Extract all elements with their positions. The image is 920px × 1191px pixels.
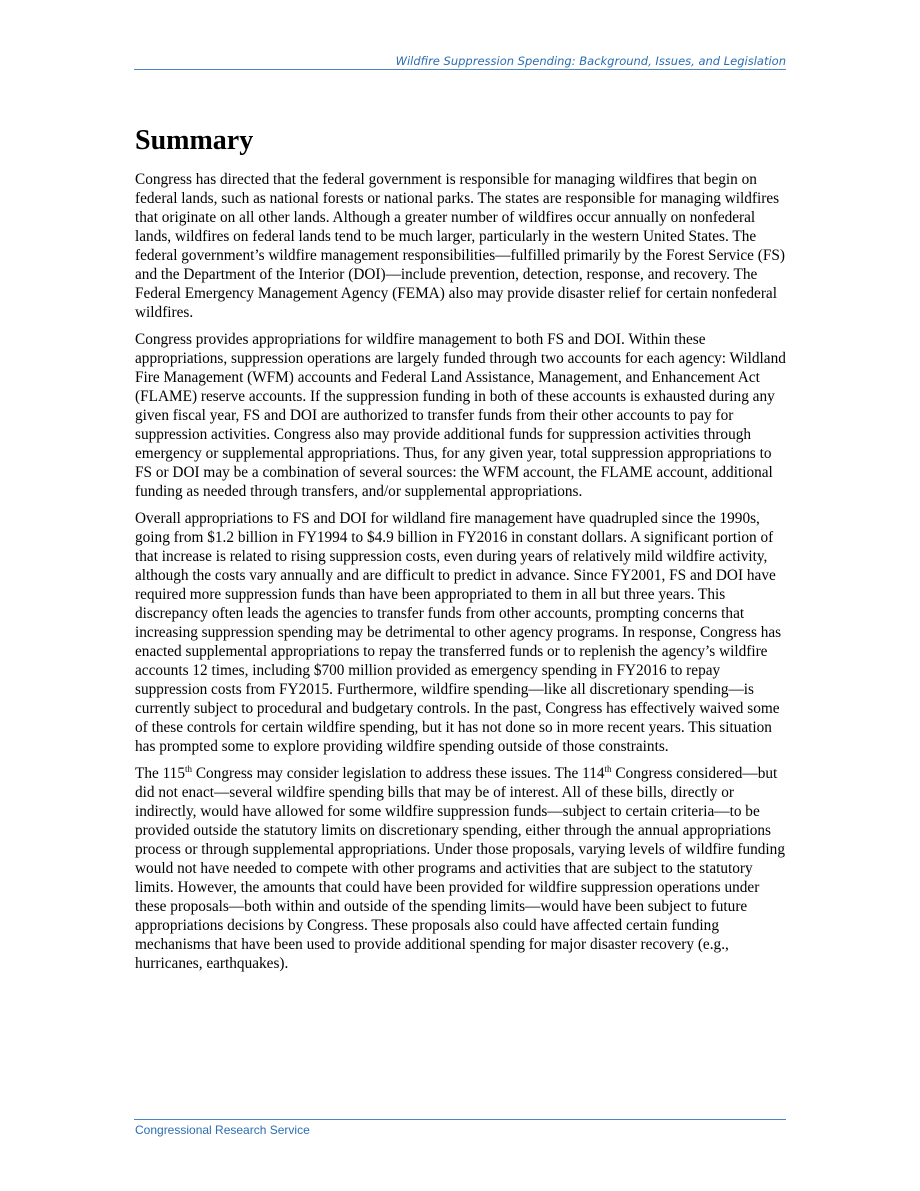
header-divider — [134, 69, 786, 70]
summary-section — [135, 124, 787, 981]
section-heading: Summary — [135, 125, 254, 156]
summary-paragraph-1: Congress has directed that the federal government is responsible for managing wildfires that begin on federal lands, such as national forests or national parks. The states are responsible for managing wildfires that originate on all other lands. Although a greater number of wildfires occur annually on nonfederal lands, wildfires on federal lands tend to be much larger, particularly in the western United States. The federal government’s wildfire management responsibilities—fulfilled primarily by the Forest Service (FS) and the Department of the Interior (DOI)—include prevention, detection, response, and recovery. The Federal Emergency Management Agency (FEMA) also may provide disaster relief for certain nonfederal wildfires. — [135, 171, 785, 321]
ordinal-suffix: th — [604, 763, 612, 774]
paragraph-4-text-start: The 115 — [135, 765, 185, 782]
footer-divider — [134, 1119, 786, 1120]
running-footer-publisher: Congressional Research Service — [135, 1123, 310, 1137]
paragraph-4-text-middle: Congress may consider legislation to address these issues. The 114 — [192, 765, 605, 782]
paragraph-4-text-end: Congress considered—but did not enact—several wildfire spending bills that may be of interest. All of these bills, directly or indirectly, would have allowed for some wildfire suppression funds—subject to certain criteria—to be provided outside the statutory limits on discretionary spending, either through the annual appropriations process or through supplemental appropriations. Under those proposals, varying levels of wildfire funding would not have needed to compete with other programs and activities that are subject to the statutory limits. However, the amounts that could have been provided for wildfire suppression operations under these proposals—both within and outside of the spending limits—would have been subject to future appropriations decisions by Congress. These proposals also could have affected certain funding mechanisms that have been used to provide additional spending for major disaster recovery (e.g., hurricanes, earthquakes). — [135, 765, 785, 972]
summary-paragraph-3: Overall appropriations to FS and DOI for wildland fire management have quadrupled since the 1990s, going from $1.2 billion in FY1994 to $4.9 billion in FY2016 in constant dollars. A significant portion of that increase is related to rising suppression costs, even during years of relatively mild wildfire activity, although the costs vary annually and are difficult to predict in advance. Since FY2001, FS and DOI have required more suppression funds than have been appropriated to them in all but three years. This discrepancy often leads the agencies to transfer funds from other accounts, prompting concerns that increasing suppression spending may be detrimental to other agency programs. In response, Congress has enacted supplemental appropriations to repay the transferred funds or to replenish the agency’s wildfire accounts 12 times, including $700 million provided as emergency spending in FY2016 to repay suppression costs from FY2015. Furthermore, wildfire spending—like all discretionary spending—is currently subject to procedural and budgetary controls. In the past, Congress has effectively waived some of these controls for certain wildfire spending, but it has not done so in more recent years. This situation has prompted some to explore providing wildfire spending outside of those constraints. — [135, 510, 782, 755]
ordinal-suffix: th — [184, 763, 192, 774]
summary-paragraph-2: Congress provides appropriations for wildfire management to both FS and DOI. Within these appropriations, suppression operations are largely funded through two accounts for each agency: Wildland Fire Management (WFM) accounts and Federal Land Assistance, Management, and Enhancement Act (FLAME) reserve accounts. If the suppression funding in both of these accounts is exhausted during any given fiscal year, FS and DOI are authorized to transfer funds from their other accounts to pay for suppression activities. Congress also may provide additional funds for suppression activities through emergency or supplemental appropriations. Thus, for any given year, total suppression appropriations to FS or DOI may be a combination of several sources: the WFM account, the FLAME account, additional funding as needed through transfers, and/or supplemental appropriations. — [135, 331, 786, 500]
running-header-title: Wildfire Suppression Spending: Background, Issues, and Legislation — [395, 54, 786, 68]
summary-paragraph-4 — [135, 764, 787, 973]
